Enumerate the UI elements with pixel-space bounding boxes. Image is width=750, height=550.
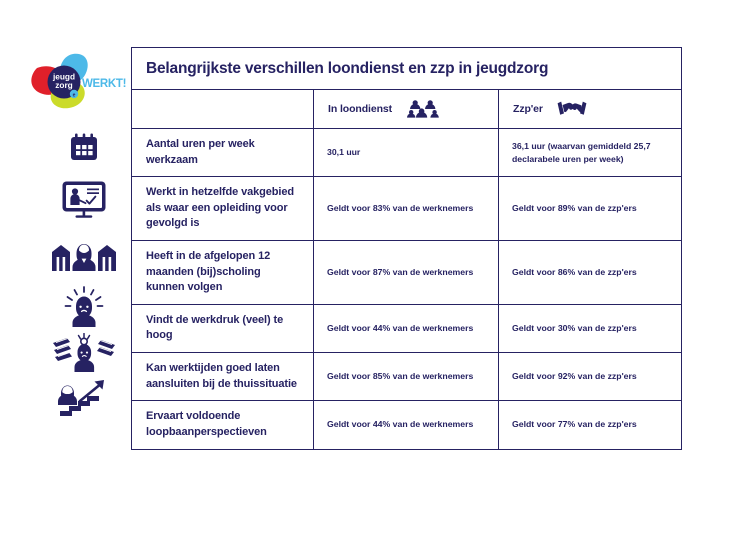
person-between-buildings-icon [50,240,118,272]
header-cell-loondienst [314,90,499,129]
row-value-zzper [499,129,682,177]
presentation-teacher-icon [61,180,107,220]
logo-wordmark: WERKT! [82,78,127,90]
row-value-loondienst [314,401,499,449]
value-text: Geldt voor 89% van de zzp'ers [512,203,637,214]
row-header-cell [132,401,314,449]
row-value-loondienst [314,177,499,241]
row-label: Werkt in hetzelfde vakgebied als waar een opleiding voor gevolgd is [146,186,294,230]
header-cell-blank [132,90,314,129]
rail-item-6 [38,375,130,420]
page-title: Belangrijkste verschillen loondienst en zzp in jeugdzorg [146,59,549,77]
calendar-icon [69,133,99,163]
row-value-zzper [499,177,682,241]
row-value-zzper [499,353,682,401]
comparison-table-wrapper [131,47,681,438]
value-text: Geldt voor 77% van de zzp'ers [512,419,637,430]
value-text: Geldt voor 87% van de werknemers [327,266,474,277]
rail-item-3 [38,228,130,284]
row-value-loondienst [314,129,499,177]
table-row [132,353,682,401]
rail-item-4 [38,284,130,330]
career-stairs-arrow-icon [56,378,112,418]
value-text: Geldt voor 85% van de werknemers [327,371,474,382]
table-header-row [132,90,682,129]
row-label: Aantal uren per week werkzaam [146,138,255,166]
row-header-cell [132,241,314,305]
row-value-zzper [499,241,682,305]
table-row [132,177,682,241]
value-text: Geldt voor 92% van de zzp'ers [512,371,637,382]
jeugdzorg-werkt-logo [27,52,132,110]
group-of-people-icon [406,100,440,118]
row-icon-rail [38,125,130,420]
row-header-cell [132,304,314,352]
header-cell-zzper [499,90,682,129]
row-header-cell [132,129,314,177]
row-header-cell [132,177,314,241]
row-label: Heeft in de afgelopen 12 maanden (bij)scholing kunnen volgen [146,250,271,294]
table-row [132,304,682,352]
value-text: Geldt voor 44% van de werknemers [327,322,474,333]
logo-circle-line1: jeugd [52,71,76,82]
table-row [132,241,682,305]
row-value-loondienst [314,353,499,401]
row-header-cell [132,353,314,401]
value-text: 30,1 uur [327,147,361,158]
header-label-zzper: Zzp'er [513,103,543,115]
row-value-zzper [499,401,682,449]
row-value-loondienst [314,241,499,305]
table-title-row [132,48,682,90]
row-label: Vindt de werkdruk (veel) te hoog [146,313,284,342]
row-label: Kan werktijden goed laten aansluiten bij de thuissituatie [146,362,297,390]
table-row [132,401,682,449]
stressed-person-idea-icon [63,286,105,328]
logo-mark-icon [27,52,132,110]
table-row [132,129,682,177]
value-text: Geldt voor 83% van de werknemers [327,203,474,214]
handshake-icon [557,100,587,118]
svg-text:e: e [72,92,76,99]
rail-item-5 [38,330,130,375]
logo-circle-line2: zorg [55,80,73,90]
row-label: Ervaart voldoende loopbaanperspectieven [146,410,267,438]
row-value-zzper [499,304,682,352]
value-text: Geldt voor 30% van de zzp'ers [512,322,637,333]
header-label-loondienst: In loondienst [328,103,393,115]
value-text: 36,1 uur (waarvan gemiddeld 25,7 declarabele uren per week) [512,140,651,164]
comparison-table [131,47,682,450]
value-text: Geldt voor 44% van de werknemers [327,419,474,430]
table-title-cell [132,48,682,90]
rail-item-1 [38,125,130,171]
rail-item-2 [38,171,130,228]
row-value-loondienst [314,304,499,352]
value-text: Geldt voor 86% van de zzp'ers [512,266,637,277]
person-juggling-tasks-icon [51,333,117,373]
